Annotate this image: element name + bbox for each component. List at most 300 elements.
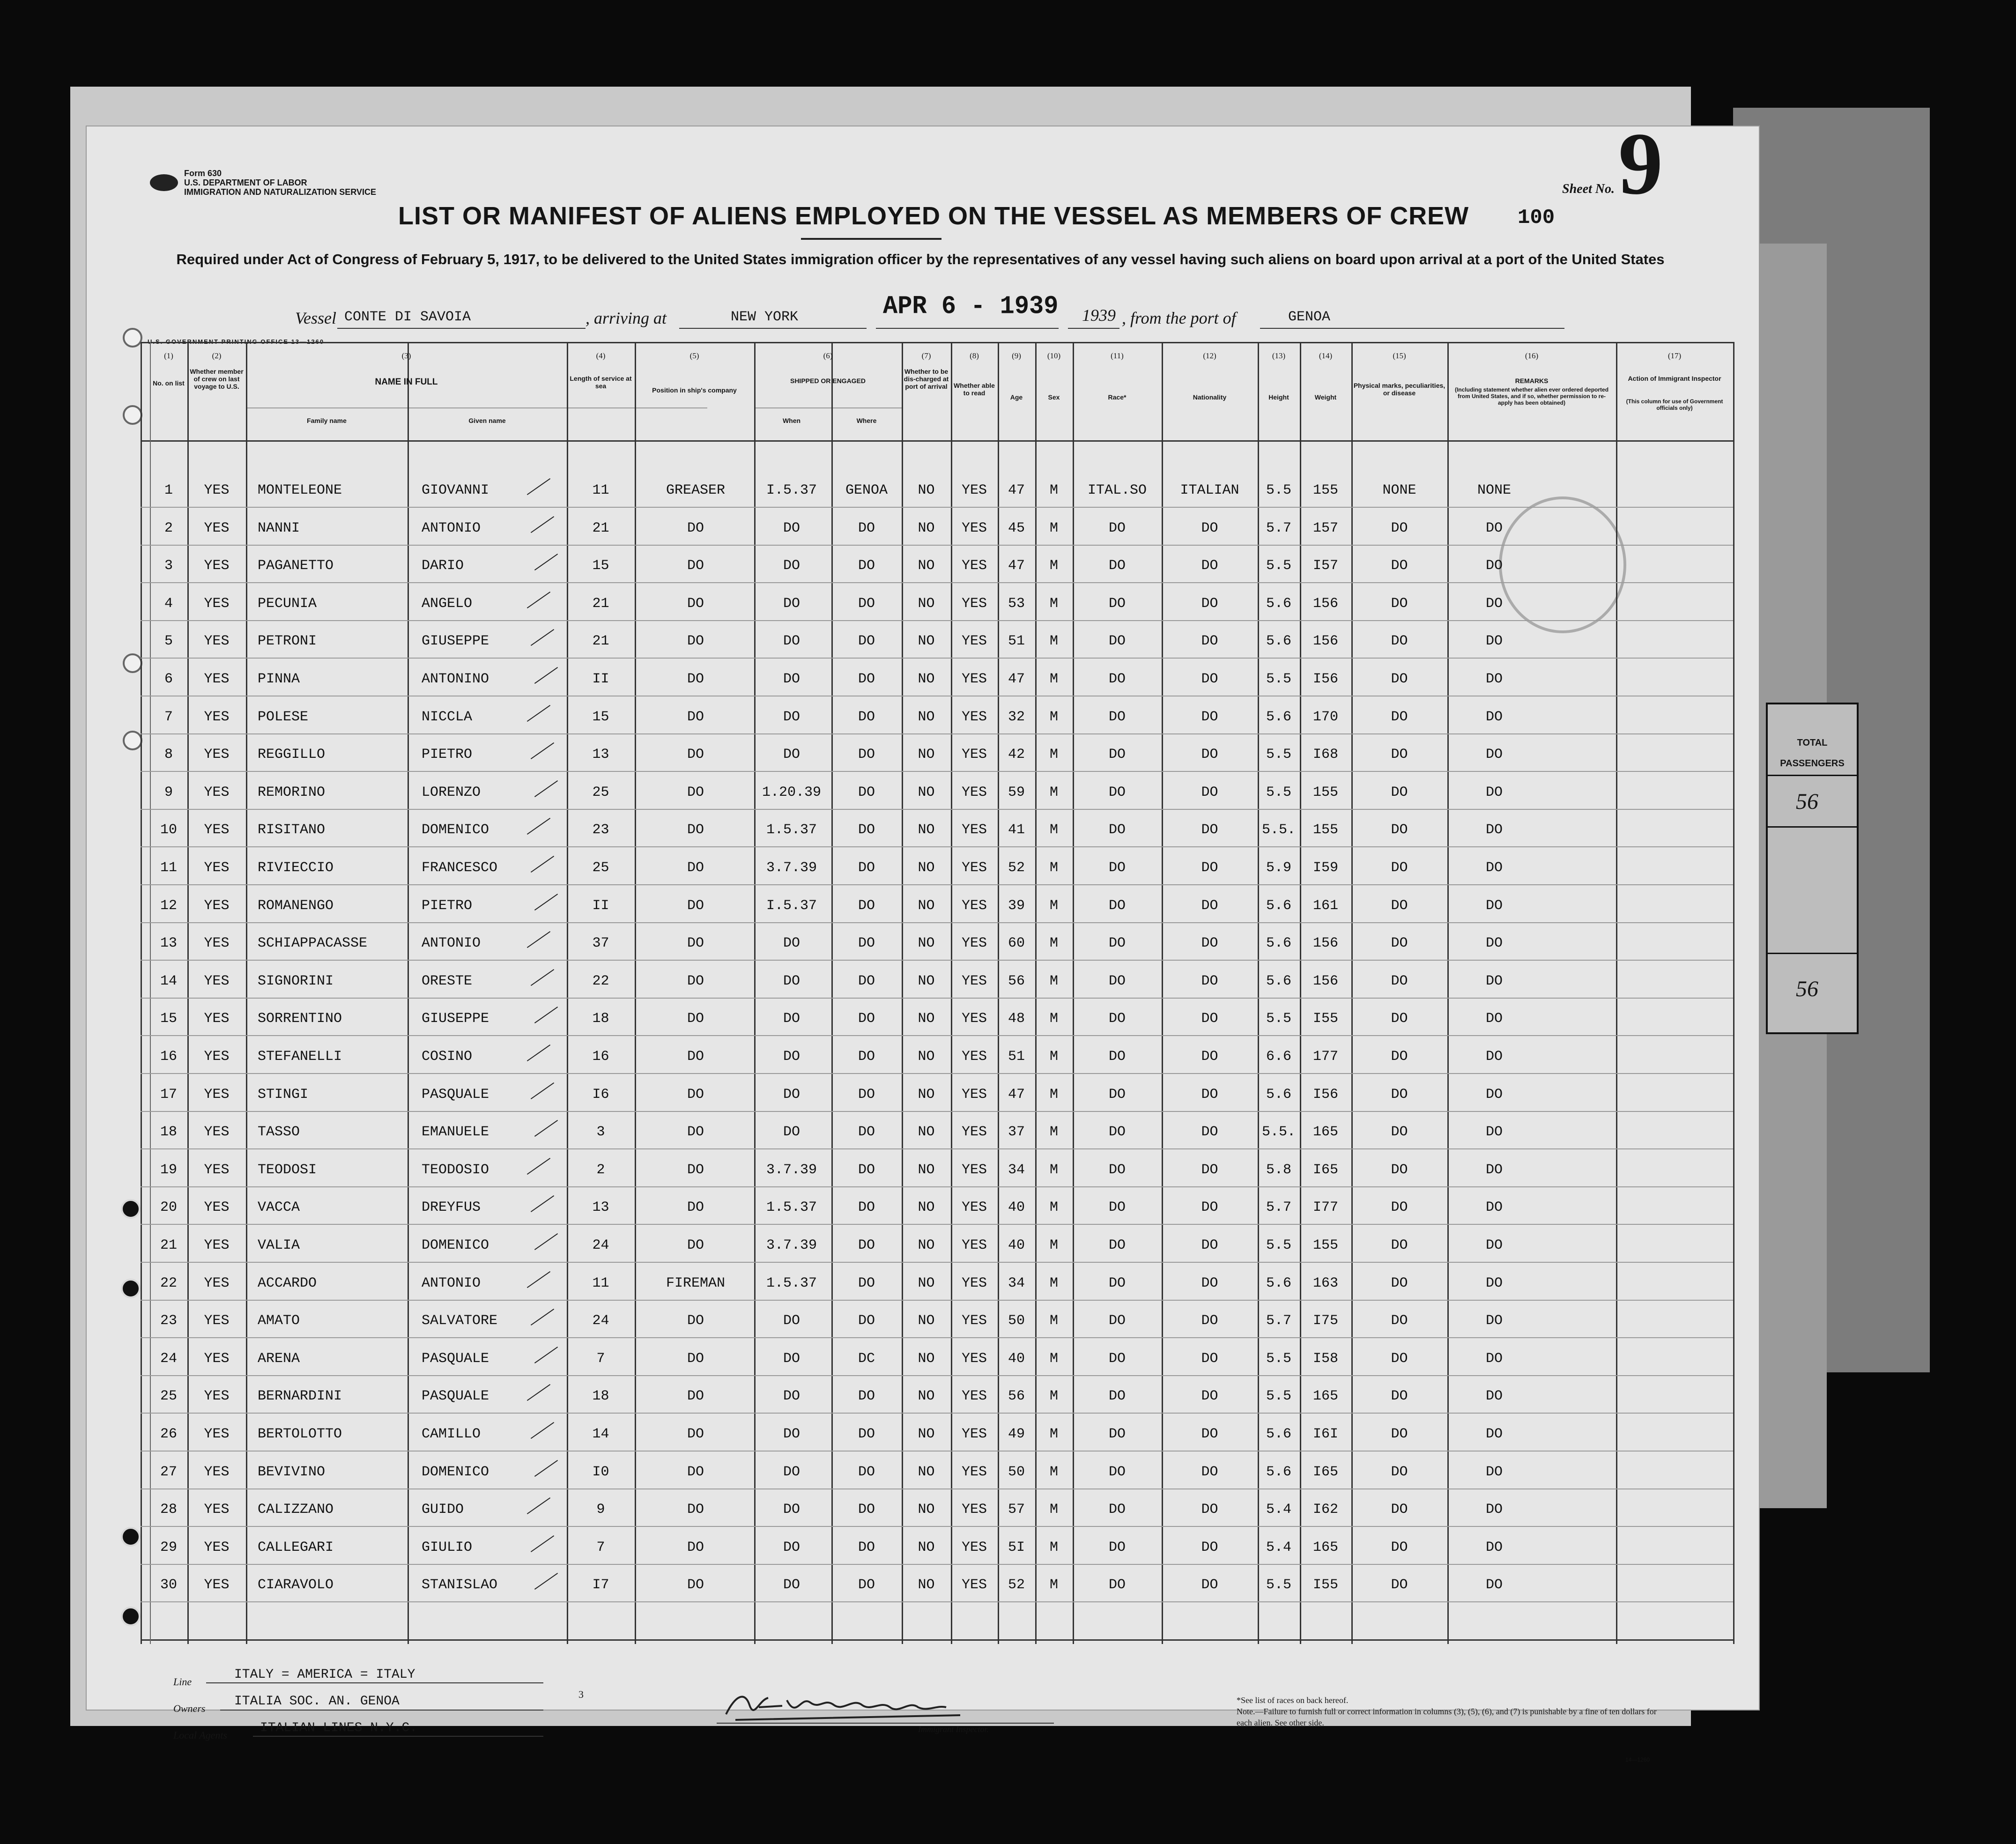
physical-marks-cell: DO — [1391, 633, 1408, 649]
height-cell: 5.9 — [1266, 860, 1291, 876]
given-name-cell: SALVATORE — [422, 1313, 498, 1329]
discharged-cell: NO — [918, 1011, 935, 1027]
able-to-read-cell: YES — [961, 709, 987, 725]
position-cell: DO — [687, 1540, 704, 1555]
row-rule — [141, 922, 1733, 923]
nationality-cell: DO — [1201, 596, 1218, 612]
header-no-on-list: No. on list — [153, 379, 185, 387]
physical-marks-cell: DO — [1391, 1049, 1408, 1065]
nationality-cell: DO — [1201, 1577, 1218, 1593]
race-cell: DO — [1108, 1577, 1126, 1593]
discharged-cell: NO — [918, 558, 935, 574]
discharged-cell: NO — [918, 709, 935, 725]
height-cell: 5.6 — [1266, 1464, 1291, 1480]
crew-member-cell: YES — [204, 935, 230, 951]
remarks-cell: DO — [1485, 1275, 1503, 1291]
race-cell: DO — [1108, 709, 1126, 725]
footnote: *See list of races on back hereof. Note.—Failure to furnish full or correct information in columns (3), (5), (6), and (7) is punishable by a fine of ten dollars for each alien. See other side. — [1237, 1696, 1657, 1727]
weight-cell: I56 — [1312, 671, 1338, 687]
nationality-cell: DO — [1201, 1388, 1218, 1404]
age-cell: 34 — [1008, 1162, 1025, 1178]
tally-value: 56 — [1796, 789, 1818, 814]
height-cell: 6.6 — [1266, 1049, 1291, 1065]
column-rule — [754, 342, 756, 1644]
height-cell: 5.5 — [1266, 785, 1291, 800]
height-cell: 5.6 — [1266, 935, 1291, 951]
height-cell: 5.6 — [1266, 1275, 1291, 1291]
crew-member-cell: YES — [204, 785, 230, 800]
height-cell: 5.5 — [1266, 1011, 1291, 1027]
sex-cell: M — [1049, 1124, 1058, 1140]
arriving-label: , arriving at — [586, 309, 667, 327]
given-name-cell: ANGELO — [422, 596, 473, 612]
crew-member-cell: YES — [204, 822, 230, 838]
age-cell: 59 — [1008, 785, 1025, 800]
age-cell: 39 — [1008, 898, 1025, 914]
column-rule — [1035, 342, 1037, 1644]
shipped-when-cell: 1.5.37 — [766, 1200, 817, 1215]
service-length-cell: 23 — [592, 822, 609, 838]
family-name-cell: RISITANO — [258, 822, 326, 838]
table-bottom-rule — [141, 1639, 1733, 1641]
sheet-number: 9 — [1618, 115, 1663, 213]
column-number: (8) — [970, 351, 979, 360]
service-length-cell: 24 — [592, 1313, 609, 1329]
given-name-cell: FRANCESCO — [422, 860, 498, 876]
header-nationality: Nationality — [1193, 393, 1227, 401]
local-agents-underline — [253, 1736, 543, 1737]
nationality-cell: DO — [1201, 520, 1218, 536]
shipped-when-cell: 1.5.37 — [766, 822, 817, 838]
nationality-cell: DO — [1201, 671, 1218, 687]
column-rule — [246, 342, 247, 1644]
age-cell: 50 — [1008, 1313, 1025, 1329]
height-cell: 5.8 — [1266, 1162, 1291, 1178]
shipped-where-cell: DO — [858, 1577, 875, 1593]
weight-cell: I77 — [1312, 1200, 1338, 1215]
given-name-cell: ANTONIO — [422, 520, 481, 536]
row-number: 26 — [160, 1426, 177, 1442]
discharged-cell: NO — [918, 898, 935, 914]
row-number: 9 — [164, 785, 173, 800]
service-length-cell: I7 — [592, 1577, 609, 1593]
given-name-cell: GIOVANNI — [422, 482, 489, 498]
discharged-cell: NO — [918, 1124, 935, 1140]
position-cell: DO — [687, 520, 704, 536]
tally-divider — [1768, 775, 1857, 776]
discharged-cell: NO — [918, 1577, 935, 1593]
shipped-when-cell: DO — [783, 1124, 800, 1140]
position-cell: GREASER — [666, 482, 726, 498]
remarks-cell: DO — [1485, 860, 1503, 876]
service-length-cell: 7 — [596, 1351, 605, 1367]
shipped-where-cell: DO — [858, 520, 875, 536]
discharged-cell: NO — [918, 1275, 935, 1291]
column-number: (13) — [1272, 351, 1286, 360]
sex-cell: M — [1049, 1502, 1058, 1518]
remarks-cell: DO — [1485, 898, 1503, 914]
column-rule — [1300, 342, 1301, 1644]
row-rule — [141, 1224, 1733, 1225]
weight-cell: 155 — [1312, 1237, 1338, 1253]
physical-marks-cell: DO — [1391, 1275, 1408, 1291]
able-to-read-cell: YES — [961, 860, 987, 876]
position-cell: DO — [687, 1124, 704, 1140]
local-agents-label: Local Agents — [173, 1729, 228, 1741]
race-cell: DO — [1108, 1426, 1126, 1442]
row-number: 14 — [160, 973, 177, 989]
shipped-where-cell: DO — [858, 596, 875, 612]
margin-number: 3 — [578, 1688, 584, 1700]
position-cell: DO — [687, 785, 704, 800]
row-rule — [141, 884, 1733, 885]
given-name-cell: PASQUALE — [422, 1087, 489, 1103]
family-name-cell: ACCARDO — [258, 1275, 317, 1291]
vessel-name: CONTE DI SAVOIA — [344, 309, 471, 325]
age-cell: 48 — [1008, 1011, 1025, 1027]
column-rule — [998, 342, 999, 1644]
shipped-when-cell: I.5.37 — [766, 898, 817, 914]
weight-cell: 156 — [1312, 633, 1338, 649]
column-number: (17) — [1668, 351, 1682, 360]
form-id-text: Form 630 U.S. DEPARTMENT OF LABOR IMMIGRATION AND NATURALIZATION SERVICE — [184, 169, 376, 197]
nationality-cell: DO — [1201, 1426, 1218, 1442]
column-rule — [1073, 342, 1074, 1644]
department-seal-icon — [150, 174, 178, 191]
header-action-note: (This column for use of Government officials only) — [1626, 398, 1723, 411]
position-cell: DO — [687, 633, 704, 649]
row-rule — [141, 733, 1733, 734]
column-rule — [187, 342, 189, 1644]
binder-hole — [123, 731, 142, 750]
race-cell: DO — [1108, 935, 1126, 951]
age-cell: 47 — [1008, 1087, 1025, 1103]
shipped-when-cell: 3.7.39 — [766, 1162, 817, 1178]
remarks-cell: DO — [1485, 709, 1503, 725]
given-name-cell: COSINO — [422, 1049, 473, 1065]
discharged-cell: NO — [918, 1162, 935, 1178]
able-to-read-cell: YES — [961, 1162, 987, 1178]
row-rule — [141, 1601, 1733, 1602]
race-cell: DO — [1108, 1275, 1126, 1291]
sex-cell: M — [1049, 973, 1058, 989]
discharged-cell: NO — [918, 1087, 935, 1103]
row-number: 13 — [160, 935, 177, 951]
row-number: 16 — [160, 1049, 177, 1065]
tally-title: TOTAL PASSENGERS — [1780, 738, 1845, 769]
passenger-tally-box — [1766, 703, 1859, 1034]
race-cell: DO — [1108, 596, 1126, 612]
from-port-underline — [1260, 328, 1564, 329]
remarks-cell: DO — [1485, 785, 1503, 800]
physical-marks-cell: DO — [1391, 785, 1408, 800]
height-cell: 5.5 — [1266, 1351, 1291, 1367]
header-remarks-note: (Including statement whether alien ever ordered deported from United States, and if so, whether permission to re-apply has been obtained) — [1454, 386, 1609, 406]
height-cell: 5.6 — [1266, 709, 1291, 725]
physical-marks-cell: DO — [1391, 596, 1408, 612]
given-name-cell: GUIDO — [422, 1502, 464, 1518]
remarks-cell: DO — [1485, 633, 1503, 649]
nationality-cell: DO — [1201, 1540, 1218, 1555]
shipped-where-cell: DO — [858, 558, 875, 574]
crew-member-cell: YES — [204, 1313, 230, 1329]
shipped-when-cell: DO — [783, 596, 800, 612]
able-to-read-cell: YES — [961, 1275, 987, 1291]
crew-member-cell: YES — [204, 482, 230, 498]
physical-marks-cell: DO — [1391, 1464, 1408, 1480]
physical-marks-cell: DO — [1391, 1351, 1408, 1367]
remarks-cell: DO — [1485, 558, 1503, 574]
family-name-cell: ROMANENGO — [258, 898, 334, 914]
column-rule — [635, 342, 636, 1644]
crew-member-cell: YES — [204, 1351, 230, 1367]
row-rule — [141, 507, 1733, 508]
remarks-cell: DO — [1485, 671, 1503, 687]
column-number: (9) — [1012, 351, 1021, 360]
shipped-where-cell: DO — [858, 1087, 875, 1103]
shipped-when-cell: DO — [783, 935, 800, 951]
shipped-when-cell: DO — [783, 633, 800, 649]
remarks-cell: DO — [1485, 1577, 1503, 1593]
header-crew-member: Whether member of crew on last voyage to U.S. — [190, 368, 244, 390]
crew-member-cell: YES — [204, 709, 230, 725]
shipped-where-cell: DO — [858, 1162, 875, 1178]
row-rule — [141, 960, 1733, 961]
weight-cell: 170 — [1312, 709, 1338, 725]
remarks-cell: DO — [1485, 1464, 1503, 1480]
given-name-cell: GIUSEPPE — [422, 633, 489, 649]
given-name-cell: DOMENICO — [422, 822, 489, 838]
shipped-when-cell: 1.20.39 — [762, 785, 822, 800]
crew-member-cell: YES — [204, 747, 230, 763]
height-cell: 5.7 — [1266, 1200, 1291, 1215]
physical-marks-cell: DO — [1391, 860, 1408, 876]
shipped-where-cell: DO — [858, 709, 875, 725]
shipped-where-cell: DO — [858, 1200, 875, 1215]
height-cell: 5.5 — [1266, 747, 1291, 763]
tally-value: 56 — [1796, 977, 1818, 1001]
row-rule — [141, 1375, 1733, 1376]
given-name-cell: PASQUALE — [422, 1351, 489, 1367]
service-length-cell: 14 — [592, 1426, 609, 1442]
able-to-read-cell: YES — [961, 1049, 987, 1065]
age-cell: 32 — [1008, 709, 1025, 725]
binder-hole — [121, 1607, 141, 1626]
position-cell: DO — [687, 1087, 704, 1103]
shipped-where-cell: DO — [858, 1502, 875, 1518]
nationality-cell: DO — [1201, 898, 1218, 914]
age-cell: 47 — [1008, 558, 1025, 574]
service-length-cell: 24 — [592, 1237, 609, 1253]
shipped-where-cell: DO — [858, 1313, 875, 1329]
weight-cell: I6I — [1312, 1426, 1338, 1442]
crew-member-cell: YES — [204, 1426, 230, 1442]
shipped-when-cell: DO — [783, 1502, 800, 1518]
height-cell: 5.5. — [1261, 822, 1296, 838]
row-rule — [141, 1337, 1733, 1338]
physical-marks-cell: DO — [1391, 1426, 1408, 1442]
service-length-cell: 16 — [592, 1049, 609, 1065]
shipped-when-cell: DO — [783, 1388, 800, 1404]
header-when: When — [782, 417, 801, 424]
header-action: Action of Immigrant Inspector — [1628, 375, 1721, 382]
weight-cell: 177 — [1312, 1049, 1338, 1065]
sex-cell: M — [1049, 1426, 1058, 1442]
header-length-service: Length of service at sea — [570, 375, 632, 390]
sex-cell: M — [1049, 1388, 1058, 1404]
sex-cell: M — [1049, 747, 1058, 763]
given-name-cell: LORENZO — [422, 785, 481, 800]
able-to-read-cell: YES — [961, 1087, 987, 1103]
family-name-cell: REGGILLO — [258, 747, 326, 763]
shipped-where-cell: DO — [858, 1275, 875, 1291]
service-length-cell: 25 — [592, 860, 609, 876]
shipped-where-cell: DO — [858, 1540, 875, 1555]
local-agents-value: ITALIAN LINES N.Y.C. — [260, 1721, 418, 1735]
nationality-cell: DO — [1201, 633, 1218, 649]
age-cell: 41 — [1008, 822, 1025, 838]
column-rule — [141, 342, 142, 1644]
row-rule — [141, 1300, 1733, 1301]
sex-cell: M — [1049, 822, 1058, 838]
age-cell: 37 — [1008, 1124, 1025, 1140]
weight-cell: 165 — [1312, 1124, 1338, 1140]
remarks-cell: DO — [1485, 1313, 1503, 1329]
column-rule — [567, 342, 568, 1644]
crew-member-cell: YES — [204, 1162, 230, 1178]
remarks-cell: DO — [1485, 1087, 1503, 1103]
tally-divider — [1768, 826, 1857, 828]
crew-member-cell: YES — [204, 671, 230, 687]
height-cell: 5.5 — [1266, 482, 1291, 498]
shipped-where-cell: DO — [858, 747, 875, 763]
sex-cell: M — [1049, 558, 1058, 574]
crew-member-cell: YES — [204, 1049, 230, 1065]
family-name-cell: BERTOLOTTO — [258, 1426, 342, 1442]
row-rule — [141, 1148, 1733, 1149]
remarks-cell: DO — [1485, 1049, 1503, 1065]
weight-cell: I55 — [1312, 1011, 1338, 1027]
discharged-cell: NO — [918, 1464, 935, 1480]
nationality-cell: DO — [1201, 860, 1218, 876]
able-to-read-cell: YES — [961, 1200, 987, 1215]
sex-cell: M — [1049, 1049, 1058, 1065]
shipped-when-cell: DO — [783, 671, 800, 687]
remarks-cell: DO — [1485, 1162, 1503, 1178]
service-length-cell: 21 — [592, 520, 609, 536]
row-rule — [141, 1111, 1733, 1112]
physical-marks-cell: DO — [1391, 1313, 1408, 1329]
able-to-read-cell: YES — [961, 596, 987, 612]
race-cell: DO — [1108, 1351, 1126, 1367]
service-length-cell: 21 — [592, 596, 609, 612]
race-cell: DO — [1108, 1049, 1126, 1065]
shipped-where-cell: GENOA — [845, 482, 888, 498]
height-cell: 5.5 — [1266, 1577, 1291, 1593]
family-name-cell: TASSO — [258, 1124, 300, 1140]
age-cell: 51 — [1008, 1049, 1025, 1065]
position-cell: DO — [687, 1313, 704, 1329]
inspector-label: Immigrant Inspector. — [918, 1725, 989, 1734]
shipped-when-cell: DO — [783, 1577, 800, 1593]
sex-cell: M — [1049, 633, 1058, 649]
weight-cell: 155 — [1312, 822, 1338, 838]
column-rule — [1258, 342, 1259, 1644]
shipped-when-cell: 1.5.37 — [766, 1275, 817, 1291]
position-cell: DO — [687, 709, 704, 725]
crew-member-cell: YES — [204, 973, 230, 989]
shipped-where-cell: DO — [858, 1049, 875, 1065]
able-to-read-cell: YES — [961, 973, 987, 989]
nationality-cell: DO — [1201, 935, 1218, 951]
height-cell: 5.5 — [1266, 558, 1291, 574]
given-name-cell: DARIO — [422, 558, 464, 574]
family-name-cell: STEFANELLI — [258, 1049, 342, 1065]
year-underline — [1068, 328, 1119, 329]
weight-cell: I57 — [1312, 558, 1338, 574]
sex-cell: M — [1049, 898, 1058, 914]
service-length-cell: 15 — [592, 558, 609, 574]
remarks-cell: DO — [1485, 822, 1503, 838]
header-remarks: REMARKS — [1515, 377, 1549, 385]
binder-hole — [123, 653, 142, 673]
race-cell: DO — [1108, 1124, 1126, 1140]
discharged-cell: NO — [918, 482, 935, 498]
manifest-table — [141, 342, 1771, 1644]
given-name-cell: GIUSEPPE — [422, 1011, 489, 1027]
service-length-cell: II — [592, 671, 609, 687]
binder-hole — [121, 1527, 141, 1547]
form-identifier — [150, 169, 376, 197]
sex-cell: M — [1049, 1351, 1058, 1367]
date-underline — [876, 328, 1059, 329]
nationality-cell: DO — [1201, 1275, 1218, 1291]
remarks-cell: DO — [1485, 1237, 1503, 1253]
row-rule — [141, 545, 1733, 546]
discharged-cell: NO — [918, 1388, 935, 1404]
row-number: 27 — [160, 1464, 177, 1480]
crew-member-cell: YES — [204, 1275, 230, 1291]
given-name-cell: ANTONIO — [422, 935, 481, 951]
remarks-cell: DO — [1485, 520, 1503, 536]
sex-cell: M — [1049, 1162, 1058, 1178]
position-cell: DO — [687, 1200, 704, 1215]
row-number: 12 — [160, 898, 177, 914]
able-to-read-cell: YES — [961, 1011, 987, 1027]
from-port-label: , from the port of — [1122, 309, 1236, 327]
family-name-cell: STINGI — [258, 1087, 309, 1103]
height-cell: 5.7 — [1266, 1313, 1291, 1329]
position-cell: DO — [687, 935, 704, 951]
weight-cell: 157 — [1312, 520, 1338, 536]
family-name-cell: ARENA — [258, 1351, 300, 1367]
row-number: 28 — [160, 1502, 177, 1518]
service-length-cell: 13 — [592, 747, 609, 763]
column-number: (1) — [164, 351, 173, 360]
shipped-where-cell: DO — [858, 633, 875, 649]
discharged-cell: NO — [918, 785, 935, 800]
nationality-cell: DO — [1201, 1502, 1218, 1518]
shipped-when-cell: DO — [783, 558, 800, 574]
header-sex: Sex — [1048, 393, 1060, 401]
family-name-cell: SIGNORINI — [258, 973, 334, 989]
row-number: 4 — [164, 596, 173, 612]
row-number: 11 — [160, 860, 177, 876]
nationality-cell: ITALIAN — [1180, 482, 1239, 498]
physical-marks-cell: DO — [1391, 898, 1408, 914]
owners-label: Owners — [173, 1703, 206, 1714]
crew-member-cell: YES — [204, 1388, 230, 1404]
